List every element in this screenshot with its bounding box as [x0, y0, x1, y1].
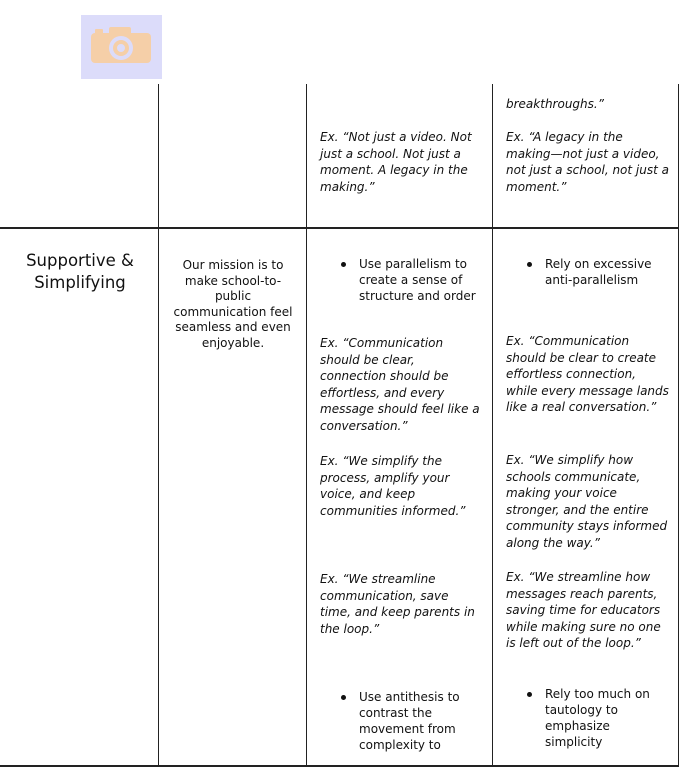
do-example-1: Ex. “Communication should be clear, connection should be effortless, and every message should feel like a conversation.”: [320, 336, 480, 433]
dont-bullet-list-2: [523, 686, 668, 750]
mission-text: Our mission is to make school-to-public communication feel seamless and even enjoyable.: [173, 258, 293, 350]
dont-bullet-2: Rely too much on tautology to emphasize simplicity: [523, 686, 668, 750]
do-bullet-list-2: [337, 689, 482, 753]
dont-example-1: Ex. “Communication should be clear to create effortless connection, while every message lands like a real conversation.”: [506, 334, 669, 414]
dont-example-2: Ex. “We simplify how schools communicate, making your voice stronger, and the entire community stays informed along the way.”: [506, 453, 668, 550]
row-divider: [0, 227, 679, 229]
logo-image: [81, 15, 162, 79]
table-border-left: [158, 84, 159, 766]
table-bottom-border: [0, 765, 679, 767]
camera-icon: [81, 15, 162, 79]
dont-bullet-1: Rely on excessive anti-parallelism: [523, 256, 668, 288]
dont-bullet-list-1: [523, 256, 668, 288]
do-bullet-list-1: [337, 256, 482, 304]
do-example-2: Ex. “We simplify the process, amplify your voice, and keep communities informed.”: [320, 454, 466, 518]
do-example-3: Ex. “We streamline communication, save time, and keep parents in the loop.”: [320, 572, 475, 636]
do-bullet-2: Use antithesis to contrast the movement from complexity to: [337, 689, 482, 753]
table-border-right: [678, 84, 679, 766]
col4-top-example: Ex. “A legacy in the making—not just a video, not just a school, not just a moment.”: [506, 130, 669, 194]
do-bullet-1: Use parallelism to create a sense of structure and order: [337, 256, 482, 304]
tone-heading: Supportive & Simplifying: [26, 251, 134, 292]
table-border-col3: [492, 84, 493, 766]
dont-example-3: Ex. “We streamline how messages reach parents, saving time for educators while making sure no one is left out of the loop.”: [506, 570, 661, 650]
col4-fragment-text: breakthroughs.”: [506, 97, 604, 111]
table-border-col2: [306, 84, 307, 766]
col3-top-example: Ex. “Not just a video. Not just a school. Not just a moment. A legacy in the making.”: [320, 130, 472, 194]
